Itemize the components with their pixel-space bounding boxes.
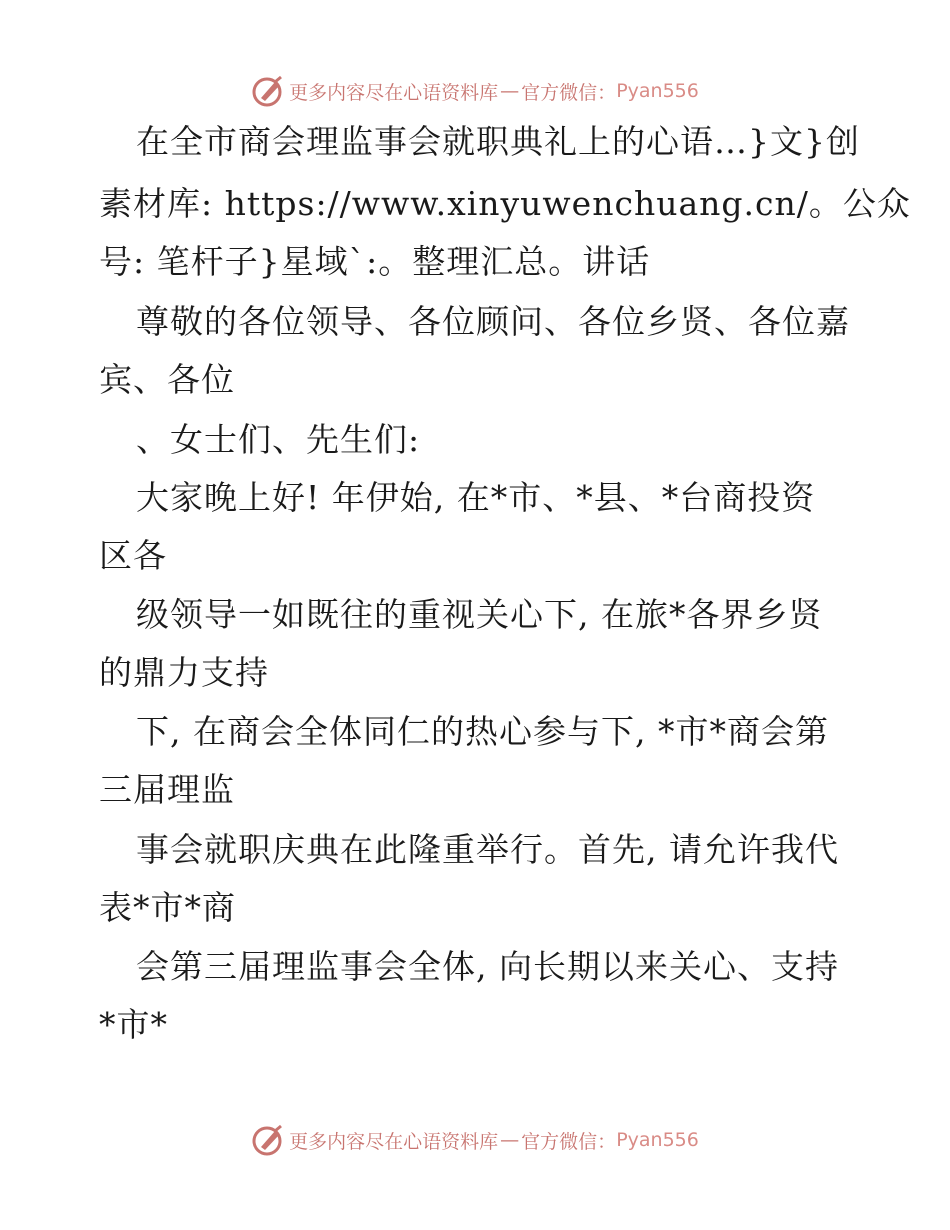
- text-line: 大家晚上好! 年伊始, 在*市、*县、*台商投资: [136, 478, 816, 517]
- footer-wechat-label: 官方微信：: [521, 1130, 617, 1153]
- footer-watermark: [0, 1120, 950, 1160]
- header-wechat-label: 官方微信：: [521, 81, 617, 104]
- footer-separator: —: [500, 1129, 520, 1151]
- header-wechat-id: Pyan556: [616, 80, 699, 102]
- header-separator: —: [500, 80, 520, 102]
- text-line: 三届理监: [99, 770, 235, 809]
- pen-logo-icon: [251, 1123, 285, 1157]
- footer-brand: 更多内容尽在心语资料库: [289, 1130, 499, 1153]
- text-line: 表*市*商: [99, 888, 236, 927]
- text-line: 在全市商会理监事会就职典礼上的心语…}文}创: [136, 122, 860, 161]
- text-line: 素材库: https://www.xinyuwenchuang.cn/。公众: [99, 184, 911, 223]
- text-line: 尊敬的各位领导、各位顾问、各位乡贤、各位嘉: [136, 302, 850, 341]
- text-line: 下, 在商会全体同仁的热心参与下, *市*商会第: [136, 712, 829, 751]
- pen-logo-icon: [251, 74, 285, 108]
- text-line: 号: 笔杆子}星域`:。整理汇总。讲话: [99, 242, 651, 281]
- footer-wechat-id: Pyan556: [616, 1129, 699, 1151]
- text-line: 级领导一如既往的重视关心下, 在旅*各界乡贤: [136, 595, 823, 634]
- text-line: 宾、各位: [99, 360, 235, 399]
- text-line: *市*: [99, 1005, 168, 1044]
- text-line: 的鼎力支持: [99, 653, 269, 692]
- text-line: 、女士们、先生们:: [136, 420, 421, 459]
- text-line: 区各: [99, 536, 167, 575]
- header-watermark: [0, 71, 950, 111]
- text-line: 会第三届理监事会全体, 向长期以来关心、支持: [136, 947, 839, 986]
- text-line: 事会就职庆典在此隆重举行。首先, 请允许我代: [136, 830, 839, 869]
- header-brand: 更多内容尽在心语资料库: [289, 81, 499, 104]
